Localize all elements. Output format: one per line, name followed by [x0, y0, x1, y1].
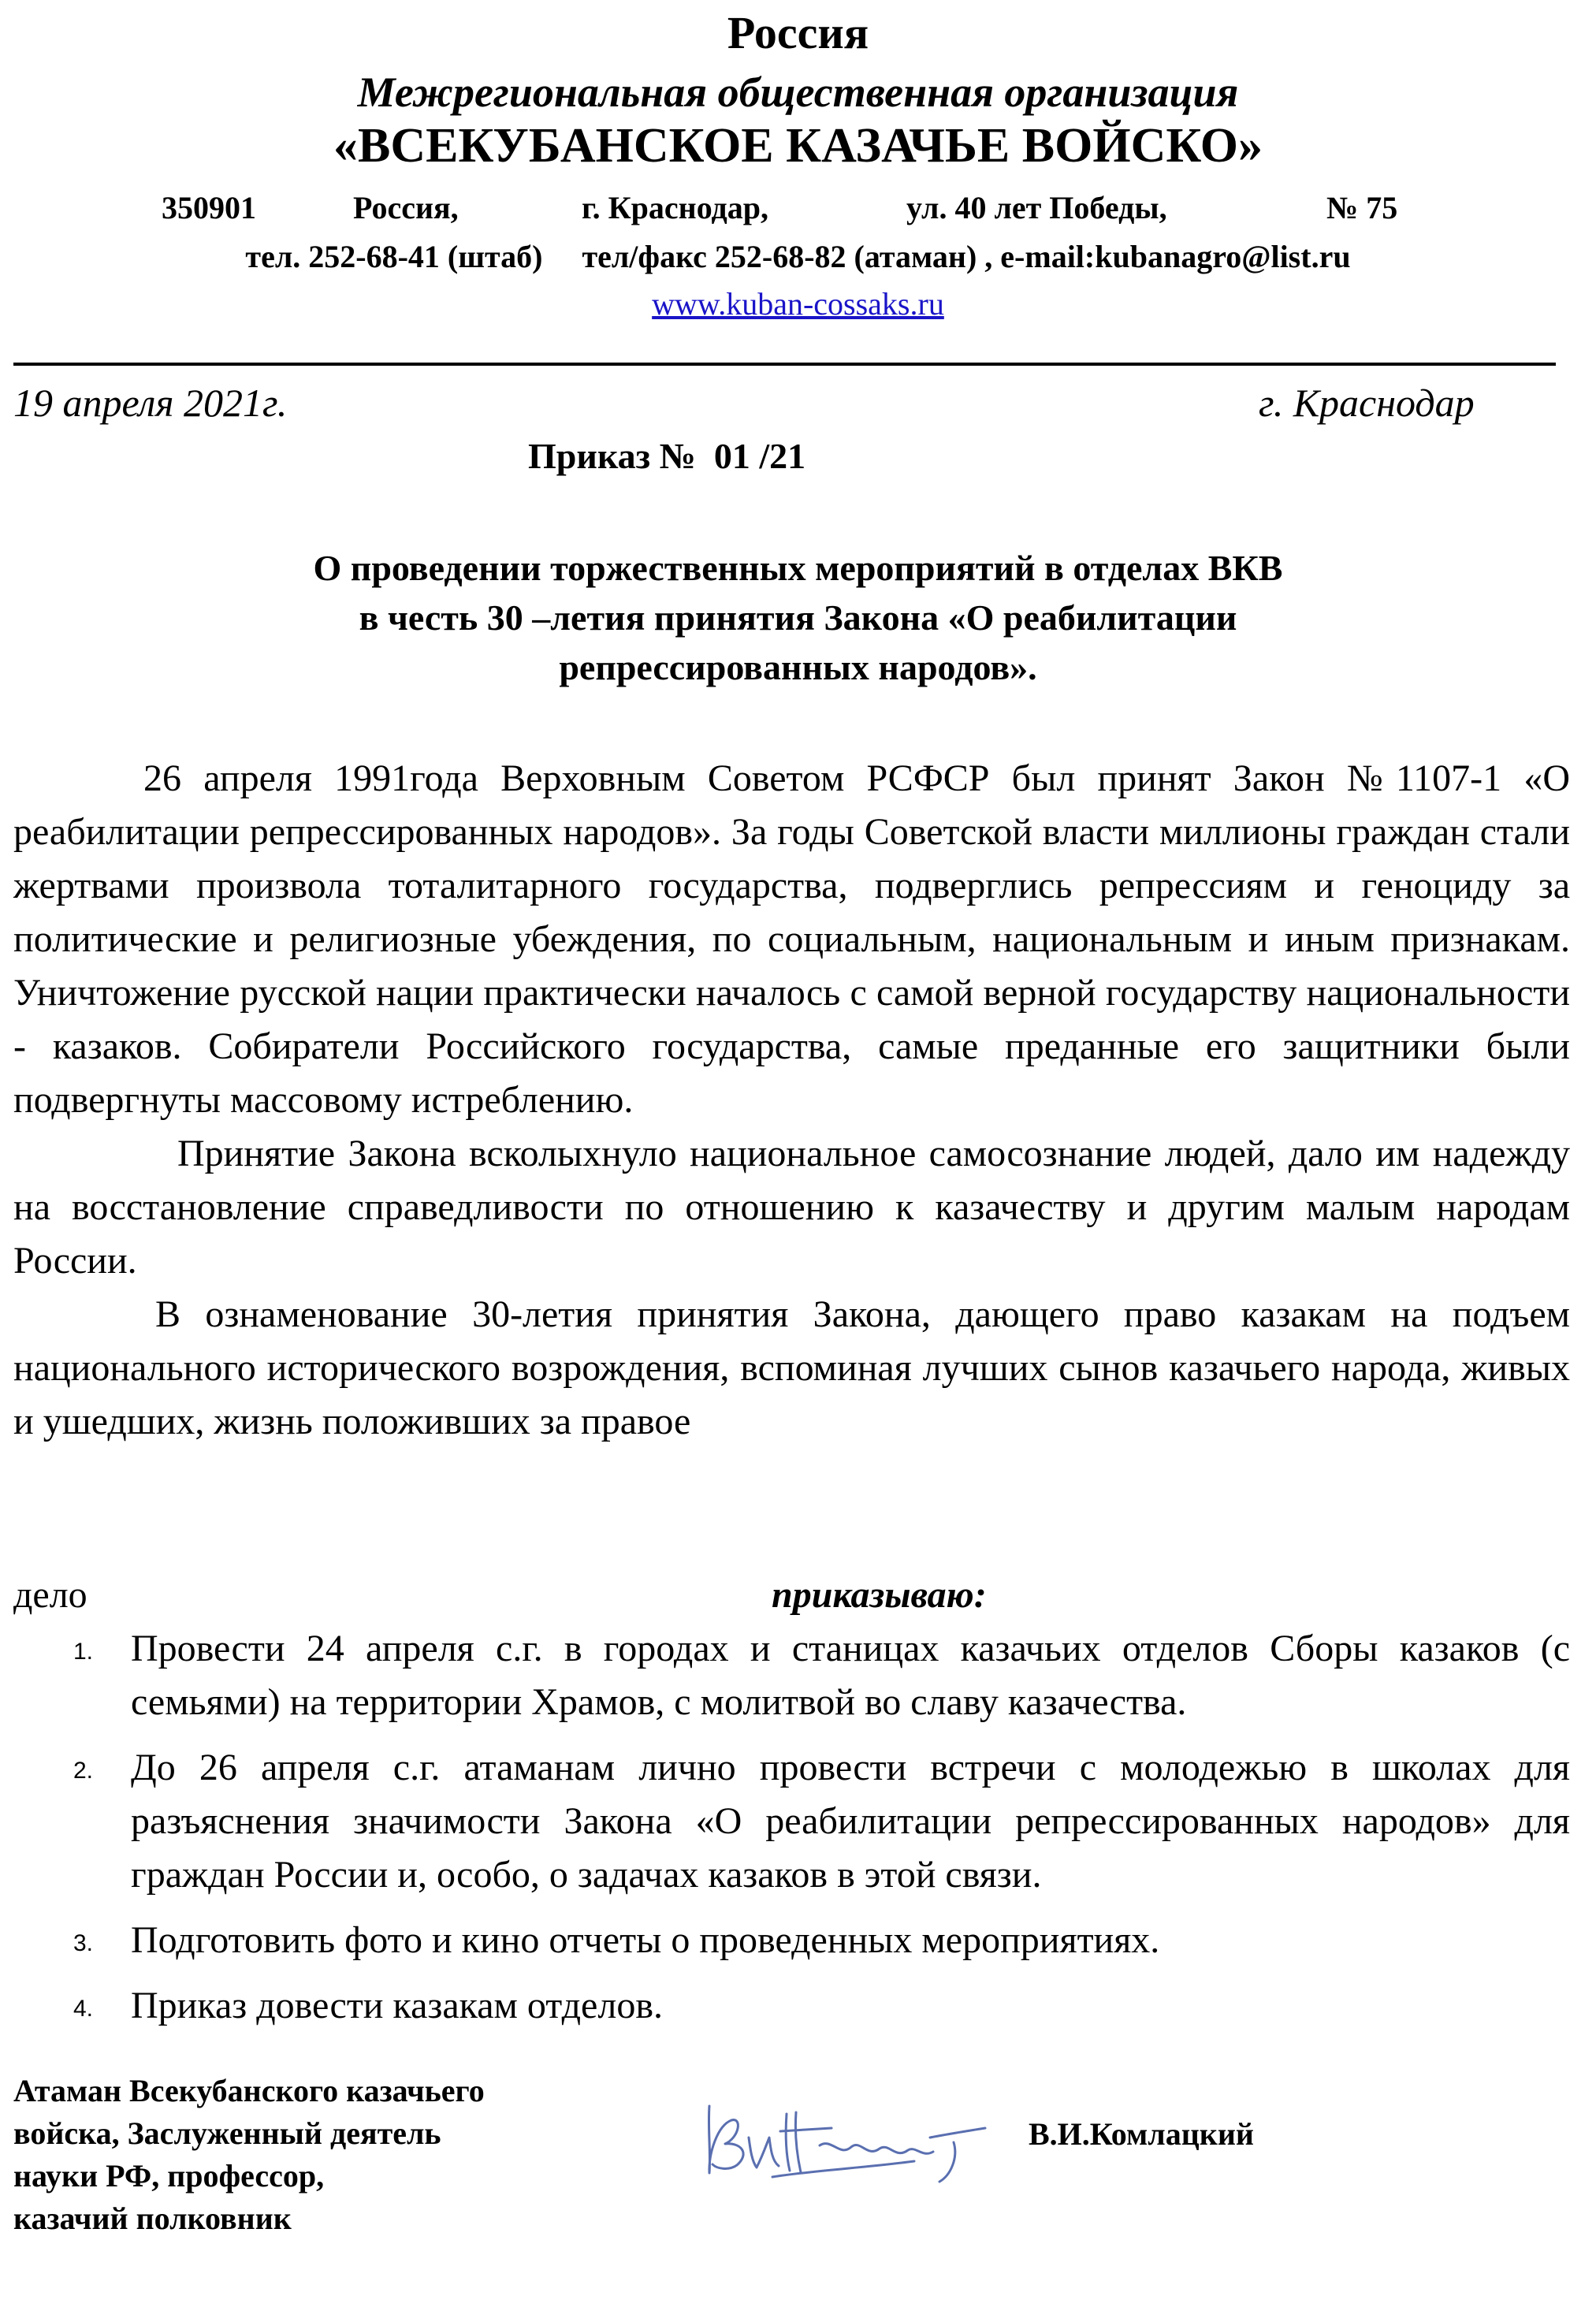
order-subject-line: репрессированных народов». — [559, 647, 1037, 687]
header-country: Россия — [727, 7, 869, 58]
list-item — [0, 1741, 1570, 1902]
body-paragraph: 26 апреля 1991года Верховным Советом РСФСР был принят Закон №1107-1 «О реабилитации репрессированных народов». За годы Советской власти миллионы граждан стали жертвами произвола тоталитарного государства, подверглись репрессиям и геноциду за политические и религиозные убеждения, по социальным, национальным и иным признакам. Уничтожение русской нации практически началось с самой верной государству национальности - казаков. Собиратели Российского государства, самые преданные его защитники были подвергнуты массовому истреблению. — [13, 757, 1570, 1121]
signer-title-line: науки РФ, профессор, — [13, 2158, 325, 2194]
list-item-number: 4. — [73, 1996, 94, 2022]
order-body — [13, 752, 1570, 1449]
order-verb-line — [13, 1568, 1570, 1622]
list-item-text: Приказ довести казакам отделов. — [131, 1985, 663, 2026]
signer-title-line: войска, Заслуженный деятель — [13, 2115, 441, 2151]
order-city: г. Краснодар — [1259, 381, 1475, 425]
list-item — [0, 1622, 1570, 1729]
order-subject-line: в честь 30 –летия принятия Закона «О реабилитации — [359, 597, 1237, 638]
list-item-text: До 26 апреля с.г. атаманам лично провести встречи с молодежью в школах для разъяснения значимости Закона «О реабилитации репрессированных народов» для граждан России и, особо, о задачах казаков в этой связи. — [131, 1747, 1570, 1896]
list-item-number: 3. — [73, 1930, 94, 1956]
address-country: Россия, — [353, 190, 459, 225]
list-item-number: 2. — [73, 1758, 94, 1784]
list-item-text: Провести 24 апреля с.г. в городах и станицах казачьих отделов Сборы казаков (с семьями) на территории Храмов, с молитвой во славу казачества. — [131, 1628, 1570, 1723]
body-paragraph: Принятие Закона всколыхнуло национальное самосознание людей, дало им надежду на восстановление справедливости по отношению к казачеству и другим малым народам России. — [13, 1133, 1570, 1282]
header-org-type: Межрегиональная общественная организация — [357, 69, 1239, 116]
list-item — [0, 1914, 1570, 1967]
address-city: г. Краснодар, — [582, 190, 769, 225]
list-item — [0, 1979, 1570, 2033]
list-item-number: 1. — [73, 1639, 94, 1665]
address-street: ул. 40 лет Победы, — [906, 190, 1167, 225]
signer-title-line: казачий полковник — [13, 2201, 292, 2236]
order-title: Приказ № 01 /21 — [528, 436, 806, 476]
handwritten-signature — [694, 2082, 1001, 2201]
order-verb: приказываю: — [772, 1574, 987, 1616]
order-subject-line: О проведении торжественных мероприятий в отделах ВКВ — [313, 548, 1283, 588]
closing-word: дело — [13, 1574, 87, 1616]
body-paragraph: В ознаменование 30-летия принятия Закона, дающего право казакам на подъем национального исторического возрождения, вспоминая лучших сынов казачьего народа, живых и ушедших, жизнь положивших за правое — [13, 1293, 1570, 1442]
header-divider — [13, 363, 1556, 366]
address-zip: 350901 — [162, 190, 256, 225]
signer-title — [13, 2070, 612, 2240]
signer-title-line: Атаман Всекубанского казачьего — [13, 2073, 485, 2108]
order-items-list — [0, 1622, 1570, 2033]
contacts-line: тел. 252-68-41 (штаб) тел/факс 252-68-82 (атаман) , e-mail:kubanagro@list.ru — [245, 239, 1351, 274]
website-link[interactable]: www.kuban-cossaks.ru — [652, 286, 944, 322]
header-org-name: «ВСЕКУБАНСКОЕ КАЗАЧЬЕ ВОЙСКО» — [333, 119, 1263, 173]
website-row — [0, 285, 1596, 322]
order-date: 19 апреля 2021г. — [13, 381, 288, 425]
address-number: № 75 — [1326, 190, 1398, 225]
list-item-text: Подготовить фото и кино отчеты о проведенных мероприятиях. — [131, 1919, 1160, 1961]
signer-name: В.И.Комлацкий — [1029, 2116, 1254, 2152]
